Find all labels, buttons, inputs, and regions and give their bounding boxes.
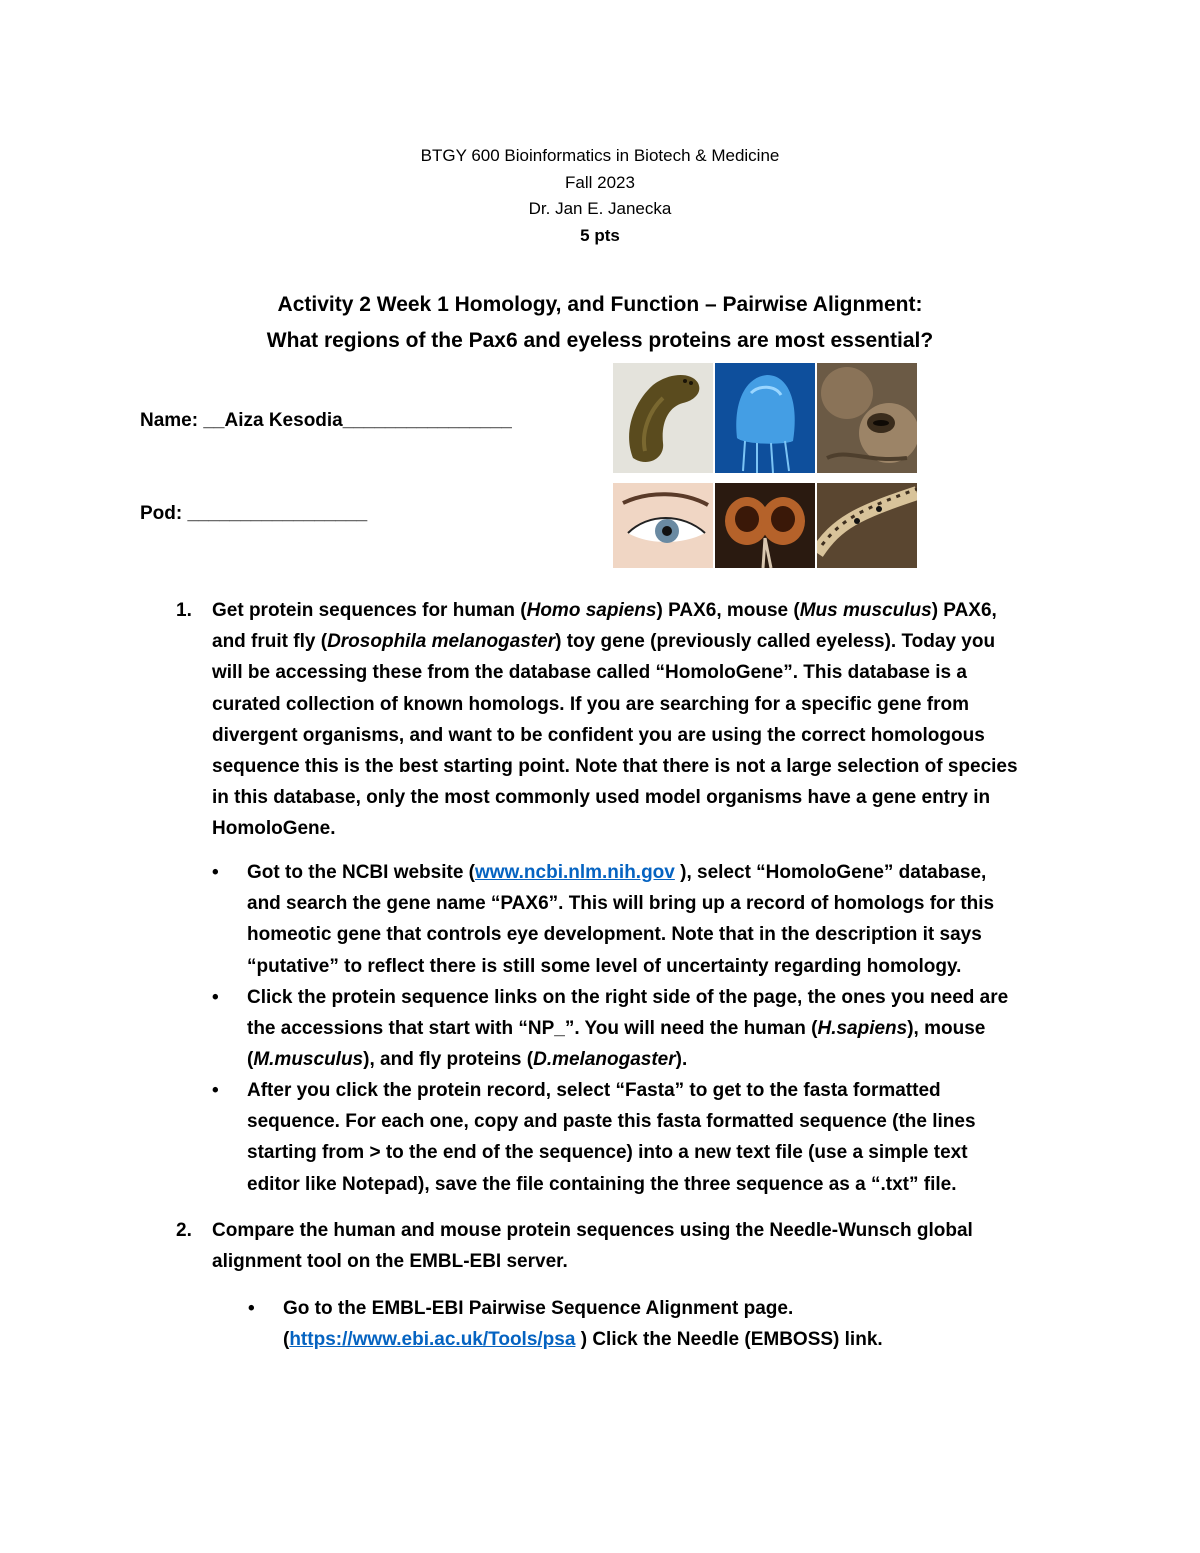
text-line: sequence. For each one, copy and paste this fasta formatted sequence (the lines xyxy=(247,1111,976,1133)
text-segment: ) Click the Needle (EMBOSS) link. xyxy=(575,1329,883,1351)
activity-title xyxy=(0,287,1200,359)
species-name: M.musculus xyxy=(253,1049,364,1071)
pod-label: Pod: xyxy=(140,503,183,524)
text-line: curated collection of known homologs. If you are searching for a specific gene from xyxy=(212,693,969,715)
text-segment: Get protein sequences for human ( xyxy=(212,600,527,621)
text-segment: the accessions that start with “NP_”. You will need the human ( xyxy=(247,1018,818,1040)
bullet-icon: • xyxy=(212,862,219,883)
text-segment: ), mouse xyxy=(907,1018,986,1040)
course-term: Fall 2023 xyxy=(565,172,635,192)
course-title: BTGY 600 Bioinformatics in Biotech & Medicine xyxy=(420,146,780,165)
text-line: editor like Notepad), save the file containing the three sequence as a “.txt” file. xyxy=(247,1173,957,1195)
list-item-1 xyxy=(176,595,1076,855)
ebi-psa-link[interactable]: https://www.ebi.ac.uk/Tools/psa xyxy=(289,1329,576,1351)
eye-photo-grid xyxy=(613,363,917,568)
text-line: homeotic gene that controls eye development. Note that in the description it says xyxy=(247,924,982,946)
list-number: 2. xyxy=(176,1220,192,1241)
text-line: “putative” to reflect there is still some level of uncertainty regarding homology. xyxy=(247,955,962,977)
text-segment: ), and fly proteins ( xyxy=(363,1049,534,1071)
course-header xyxy=(0,143,1200,249)
text-segment: ), select “HomoloGene” database, xyxy=(674,862,987,883)
name-field xyxy=(140,410,512,432)
activity-title-line1: Activity 2 Week 1 Homology, and Function – Pairwise Alignment: xyxy=(277,293,923,316)
species-name: H.sapiens xyxy=(817,1018,908,1040)
text-line: starting from > to the end of the sequence) into a new text file (use a simple text xyxy=(247,1142,968,1164)
list-item-2-text xyxy=(212,1215,973,1277)
list-number: 1. xyxy=(176,600,192,621)
octopus-photo xyxy=(817,363,917,473)
text-line: Click the protein sequence links on the right side of the page, the ones you need are xyxy=(247,987,1009,1008)
activity-title-line2: What regions of the Pax6 and eyeless proteins are most essential? xyxy=(266,329,934,352)
text-line: divergent organisms, and want to be confident you are using the correct homologous xyxy=(212,724,985,746)
species-name: Homo sapiens xyxy=(526,600,657,621)
scallop-eye-photo xyxy=(817,483,917,568)
text-segment: ( xyxy=(283,1329,290,1351)
list-item-1-text xyxy=(212,595,1018,845)
course-instructor: Dr. Jan E. Janecka xyxy=(528,199,672,218)
text-line: HomoloGene. xyxy=(212,818,336,840)
species-name: D.melanogaster xyxy=(533,1049,676,1071)
species-name: Mus musculus xyxy=(799,600,932,621)
text-segment: ) PAX6, mouse ( xyxy=(656,600,800,621)
text-line: Compare the human and mouse protein sequences using the Needle-Wunsch global xyxy=(212,1220,973,1241)
text-line: After you click the protein record, select “Fasta” to get to the fasta formatted xyxy=(247,1080,941,1101)
fly-eye-photo xyxy=(715,483,815,568)
ncbi-link[interactable]: www.ncbi.nlm.nih.gov xyxy=(475,862,675,883)
name-label: Name: xyxy=(140,410,199,431)
text-segment: Got to the NCBI website ( xyxy=(247,862,475,883)
list-item-2 xyxy=(176,1215,1076,1285)
text-line: alignment tool on the EMBL-EBI server. xyxy=(212,1251,568,1273)
text-segment: and fruit fly ( xyxy=(212,631,328,653)
text-segment: ( xyxy=(247,1049,254,1071)
pod-field xyxy=(140,503,367,525)
text-line: Go to the EMBL-EBI Pairwise Sequence Alignment page. xyxy=(283,1298,794,1319)
jellyfish-photo xyxy=(715,363,815,473)
text-line: sequence this is the best starting point. Note that there is not a large selection of species xyxy=(212,756,1018,778)
flatworm-photo xyxy=(613,363,713,473)
text-line: in this database, only the most commonly used model organisms have a gene entry in xyxy=(212,787,991,809)
bullet-icon: • xyxy=(248,1298,255,1319)
species-name: Drosophila melanogaster xyxy=(327,631,556,653)
name-value: __Aiza Kesodia________________ xyxy=(203,410,512,431)
bullet-icon: • xyxy=(212,987,219,1008)
pod-value: _________________ xyxy=(187,503,368,524)
text-line: will be accessing these from the database called “HomoloGene”. This database is a xyxy=(212,662,967,684)
bullet-icon: • xyxy=(212,1080,219,1101)
text-line: and search the gene name “PAX6”. This will bring up a record of homologs for this xyxy=(247,893,995,915)
text-segment: ). xyxy=(675,1049,688,1071)
text-segment: ) toy gene (previously called eyeless). Today you xyxy=(555,631,996,653)
human-eye-photo xyxy=(613,483,713,568)
text-segment: ) PAX6, xyxy=(931,600,997,621)
course-points: 5 pts xyxy=(580,225,620,245)
